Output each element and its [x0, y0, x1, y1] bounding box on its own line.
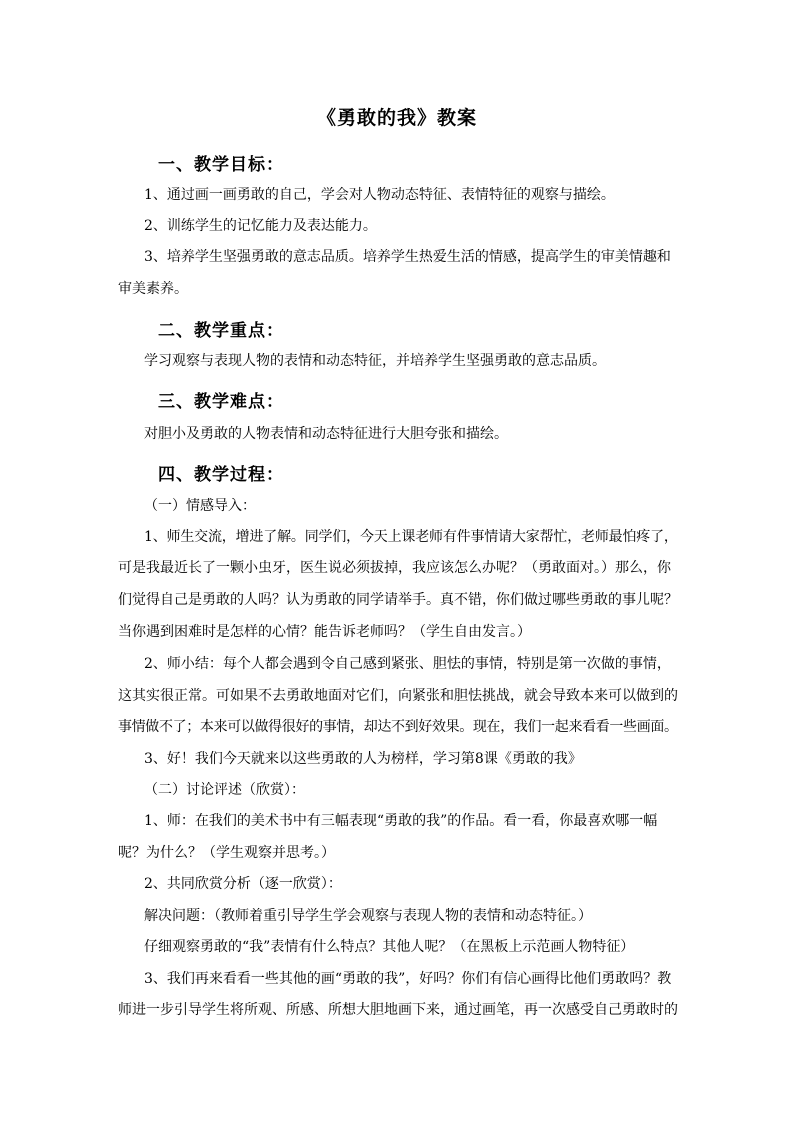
process-line-2: 1、师生交流，增进了解。同学们，今天上课老师有件事情请大家帮忙，老师最怕疼了， — [144, 529, 678, 545]
goals-line-2: 2、训练学生的记忆能力及表达能力。 — [144, 218, 377, 234]
process-line-13: 2、共同欣赏分析（逐一欣赏）： — [144, 876, 342, 892]
process-line-4: 们觉得自己是勇敢的人吗？认为勇敢的同学请举手。真不错，你们做过哪些勇敢的事儿呢？ — [118, 592, 678, 608]
process-line-1: （一）情感导入： — [144, 498, 256, 514]
difficulties-line-1: 对胆小及勇敢的人物表情和动态特征进行大胆夸张和描绘。 — [144, 426, 508, 442]
process-line-12: 呢？为什么？（学生观察并思考。） — [118, 845, 335, 861]
key-points-line-1: 学习观察与表现人物的表情和动态特征，并培养学生坚强勇敢的意志品质。 — [144, 353, 606, 369]
goals-line-4: 审美素养。 — [118, 281, 188, 297]
goals-line-1: 1、通过画一画勇敢的自己，学会对人物动态特征、表情特征的观察与描绘。 — [144, 187, 615, 203]
process-line-9: 3、好！我们今天就来以这些勇敢的人为榜样，学习第8课《勇敢的我》 — [144, 751, 582, 767]
process-line-6: 2、师小结：每个人都会遇到令自己感到紧张、胆怯的事情，特别是第一次做的事情， — [144, 656, 671, 672]
section-heading-difficulties: 三、教学难点： — [158, 392, 284, 412]
process-line-10: （二）讨论评述（欣赏）： — [144, 782, 305, 798]
process-line-16: 3、我们再来看看一些其他的画“勇敢的我”，好吗？你们有信心画得比他们勇敢吗？教 — [144, 971, 672, 987]
section-heading-process: 四、教学过程： — [158, 465, 284, 485]
process-line-14: 解决问题：（教师着重引导学生学会观察与表现人物的表情和动态特征。） — [144, 908, 592, 924]
process-line-15: 仔细观察勇敢的“我”表情有什么特点？其他人呢？（在黑板上示范画人物特征） — [144, 939, 635, 955]
document-title: 《勇敢的我》教案 — [316, 107, 477, 129]
process-line-11: 1、师：在我们的美术书中有三幅表现“勇敢的我”的作品。看一看，你最喜欢哪一幅 — [144, 813, 658, 829]
process-line-5: 当你遇到困难时是怎样的心情？能告诉老师吗？（学生自由发言。） — [118, 624, 531, 640]
section-heading-key-points: 二、教学重点： — [158, 321, 284, 341]
section-heading-goals: 一、教学目标： — [158, 155, 284, 175]
process-line-8: 事情做不了；本来可以做得很好的事情，却达不到好效果。现在，我们一起来看看一些画面。 — [118, 719, 678, 735]
goals-line-3: 3、培养学生坚强勇敢的意志品质。培养学生热爱生活的情感，提高学生的审美情趣和 — [144, 249, 671, 265]
process-line-3: 可是我最近长了一颗小虫牙，医生说必须拔掉，我应该怎么办呢？（勇敢面对。）那么，你 — [118, 560, 671, 576]
process-line-7: 这其实很正常。可如果不去勇敢地面对它们，向紧张和胆怯挑战，就会导致本来可以做到的 — [118, 688, 678, 704]
process-line-17: 师进一步引导学生将所观、所感、所想大胆地画下来，通过画笔，再一次感受自己勇敢时的 — [118, 1002, 678, 1018]
